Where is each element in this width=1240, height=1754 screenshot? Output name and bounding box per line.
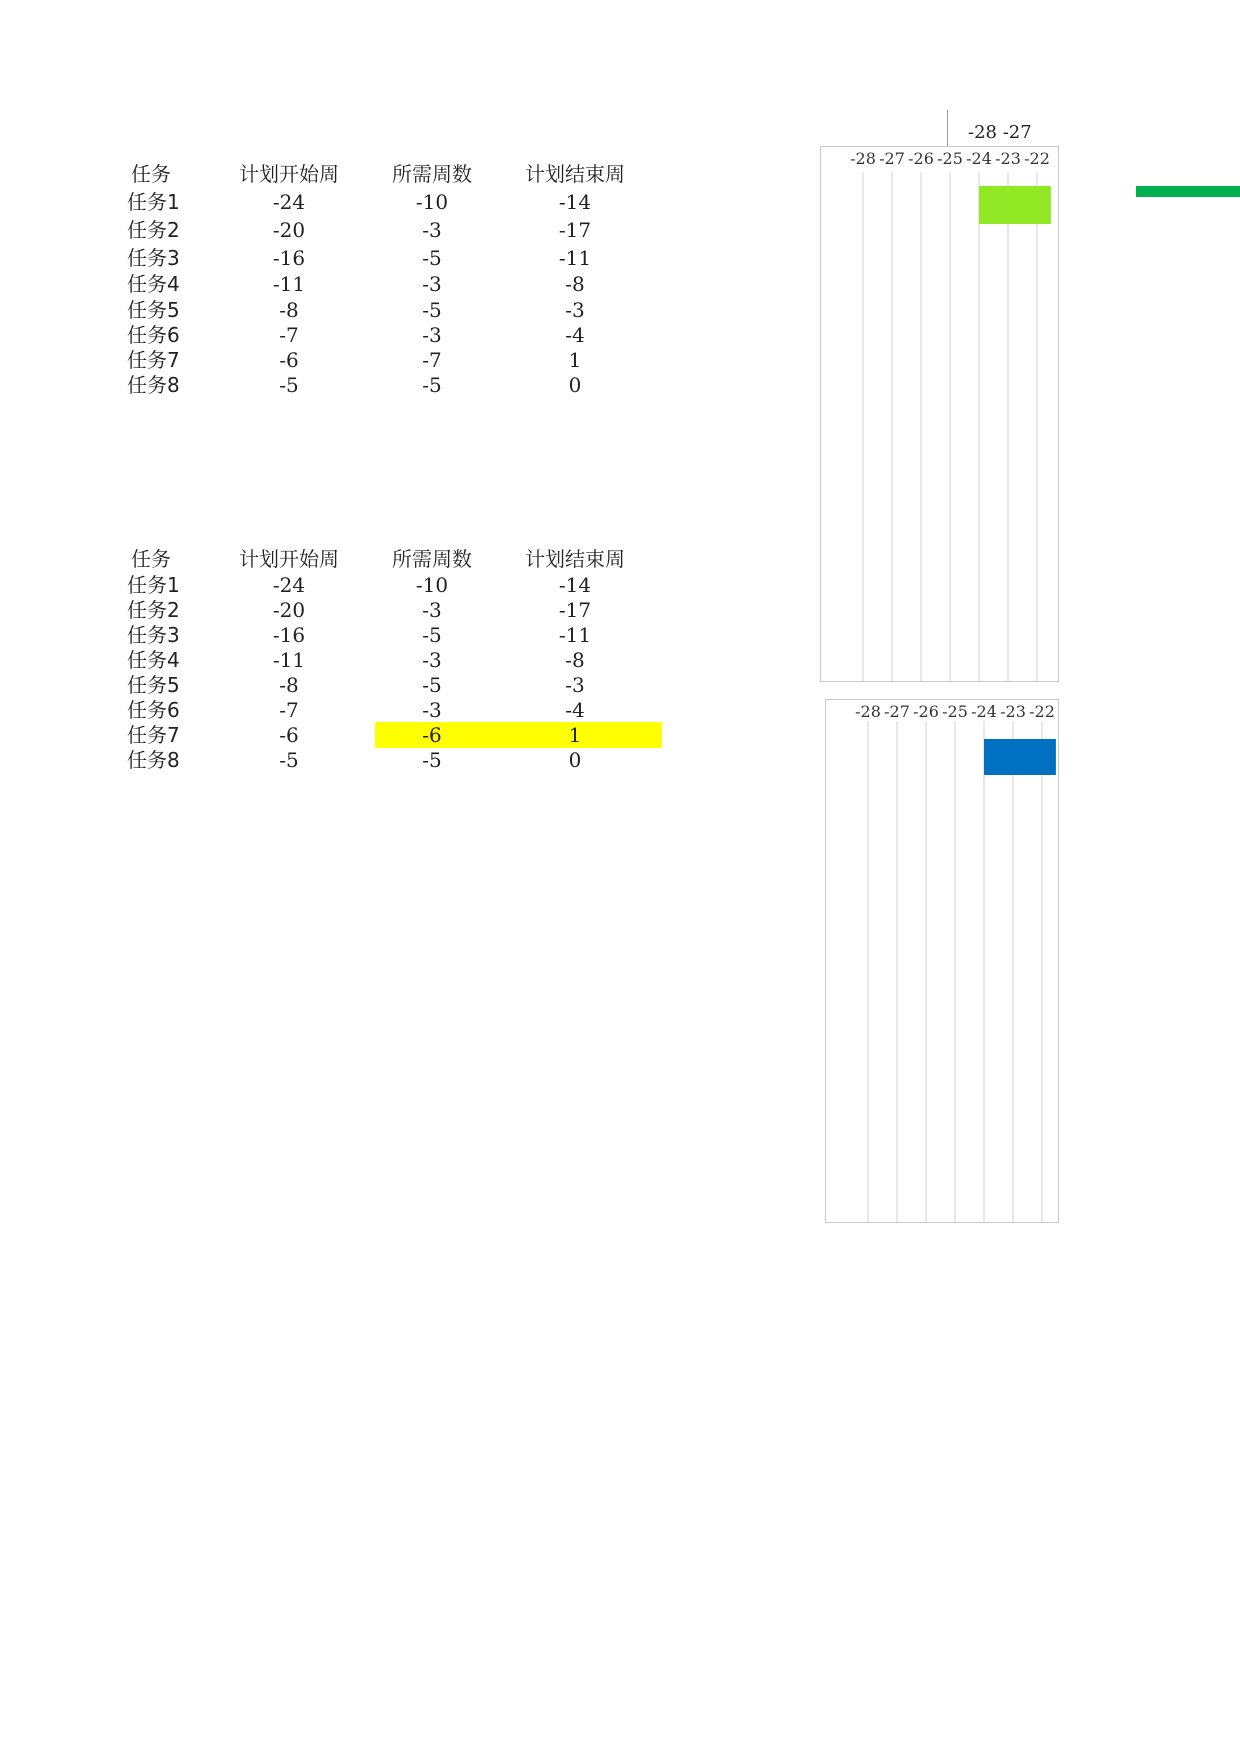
table-cell: -4 bbox=[565, 323, 585, 347]
table-cell: -24 bbox=[272, 573, 306, 597]
table-cell: 1 bbox=[568, 348, 582, 372]
task-name-cell: 任务7 bbox=[127, 348, 180, 372]
task-name-cell: 任务1 bbox=[127, 190, 180, 214]
x-tick-label: -27 bbox=[879, 149, 905, 168]
x-tick-label: -25 bbox=[942, 702, 968, 721]
gantt-chart-2 bbox=[825, 699, 1055, 1224]
table-cell: -3 bbox=[422, 598, 442, 622]
table-header-cell: 计划结束周 bbox=[525, 547, 625, 571]
x-tick-label: -22 bbox=[1024, 149, 1050, 168]
table-cell: -10 bbox=[415, 573, 449, 597]
table-cell: -20 bbox=[272, 598, 306, 622]
task-name-cell: 任务3 bbox=[127, 623, 180, 647]
task-name-cell: 任务2 bbox=[127, 598, 180, 622]
table-cell: -4 bbox=[565, 698, 585, 722]
table-cell: -8 bbox=[279, 298, 299, 322]
table-cell: -3 bbox=[422, 218, 442, 242]
task-name-cell: 任务8 bbox=[127, 373, 180, 397]
task-name-cell: 任务1 bbox=[127, 573, 180, 597]
table-cell: -5 bbox=[422, 373, 442, 397]
table-header-cell: 计划结束周 bbox=[525, 162, 625, 186]
table-cell: -3 bbox=[422, 698, 442, 722]
table-cell: -8 bbox=[565, 648, 585, 672]
gantt-bar bbox=[984, 739, 1056, 775]
task-name-cell: 任务2 bbox=[127, 218, 180, 242]
task-name-cell: 任务7 bbox=[127, 723, 180, 747]
table-header-cell: 任务 bbox=[131, 547, 171, 571]
chart-frame bbox=[821, 147, 1059, 682]
table-cell: -14 bbox=[558, 190, 592, 214]
table-cell: -8 bbox=[279, 673, 299, 697]
table-cell: -7 bbox=[279, 698, 299, 722]
table-cell: -5 bbox=[422, 748, 442, 772]
x-tick-label: -27 bbox=[884, 702, 910, 721]
gantt-bar bbox=[979, 186, 1051, 224]
task-name-cell: 任务6 bbox=[127, 698, 180, 722]
table-header-cell: 计划开始周 bbox=[239, 547, 339, 571]
table-cell: -24 bbox=[272, 190, 306, 214]
top-axis-label: -28 -27 bbox=[968, 122, 1032, 143]
table-cell: -5 bbox=[279, 373, 299, 397]
x-tick-label: -23 bbox=[995, 149, 1021, 168]
table-cell: 0 bbox=[568, 748, 582, 772]
table-cell: -3 bbox=[422, 323, 442, 347]
task-name-cell: 任务5 bbox=[127, 673, 180, 697]
x-tick-label: -26 bbox=[908, 149, 934, 168]
table-cell: 1 bbox=[568, 723, 582, 747]
table-cell: -5 bbox=[422, 298, 442, 322]
chart-frame bbox=[826, 700, 1059, 1223]
table-cell: -11 bbox=[558, 246, 592, 270]
task-name-cell: 任务6 bbox=[127, 323, 180, 347]
x-tick-label: -26 bbox=[913, 702, 939, 721]
gantt-chart-1 bbox=[820, 146, 1050, 686]
table-cell: -11 bbox=[558, 623, 592, 647]
task-name-cell: 任务4 bbox=[127, 272, 180, 296]
table-cell: -17 bbox=[558, 218, 592, 242]
table-cell: -16 bbox=[272, 246, 306, 270]
table-cell: -16 bbox=[272, 623, 306, 647]
table-cell: -6 bbox=[279, 348, 299, 372]
table-cell: -5 bbox=[422, 673, 442, 697]
task-name-cell: 任务5 bbox=[127, 298, 180, 322]
table-cell: -5 bbox=[422, 623, 442, 647]
table-cell: -20 bbox=[272, 218, 306, 242]
table-cell: -5 bbox=[422, 246, 442, 270]
table-cell: -8 bbox=[565, 272, 585, 296]
table-cell: -5 bbox=[279, 748, 299, 772]
table-header-cell: 所需周数 bbox=[392, 547, 472, 571]
table-cell: -3 bbox=[422, 272, 442, 296]
table-cell: -11 bbox=[272, 648, 306, 672]
table-cell: -6 bbox=[279, 723, 299, 747]
table-cell: -11 bbox=[272, 272, 306, 296]
table-cell: -14 bbox=[558, 573, 592, 597]
x-tick-label: -24 bbox=[966, 149, 992, 168]
table-cell: -10 bbox=[415, 190, 449, 214]
x-tick-label: -28 bbox=[855, 702, 881, 721]
table-header-cell: 计划开始周 bbox=[239, 162, 339, 186]
table-cell: -7 bbox=[422, 348, 442, 372]
table-cell: -7 bbox=[279, 323, 299, 347]
task-name-cell: 任务8 bbox=[127, 748, 180, 772]
table-cell: -17 bbox=[558, 598, 592, 622]
table-cell: -3 bbox=[565, 673, 585, 697]
table-cell: 0 bbox=[568, 373, 582, 397]
task-name-cell: 任务3 bbox=[127, 246, 180, 270]
table-cell: -3 bbox=[422, 648, 442, 672]
x-tick-label: -24 bbox=[971, 702, 997, 721]
x-tick-label: -23 bbox=[1000, 702, 1026, 721]
x-tick-label: -25 bbox=[937, 149, 963, 168]
table-cell: -6 bbox=[422, 723, 442, 747]
x-tick-label: -22 bbox=[1029, 702, 1055, 721]
axis-divider bbox=[947, 110, 948, 146]
accent-line bbox=[1136, 186, 1240, 197]
table-cell: -3 bbox=[565, 298, 585, 322]
table-header-cell: 任务 bbox=[131, 162, 171, 186]
table-header-cell: 所需周数 bbox=[392, 162, 472, 186]
task-name-cell: 任务4 bbox=[127, 648, 180, 672]
x-tick-label: -28 bbox=[850, 149, 876, 168]
